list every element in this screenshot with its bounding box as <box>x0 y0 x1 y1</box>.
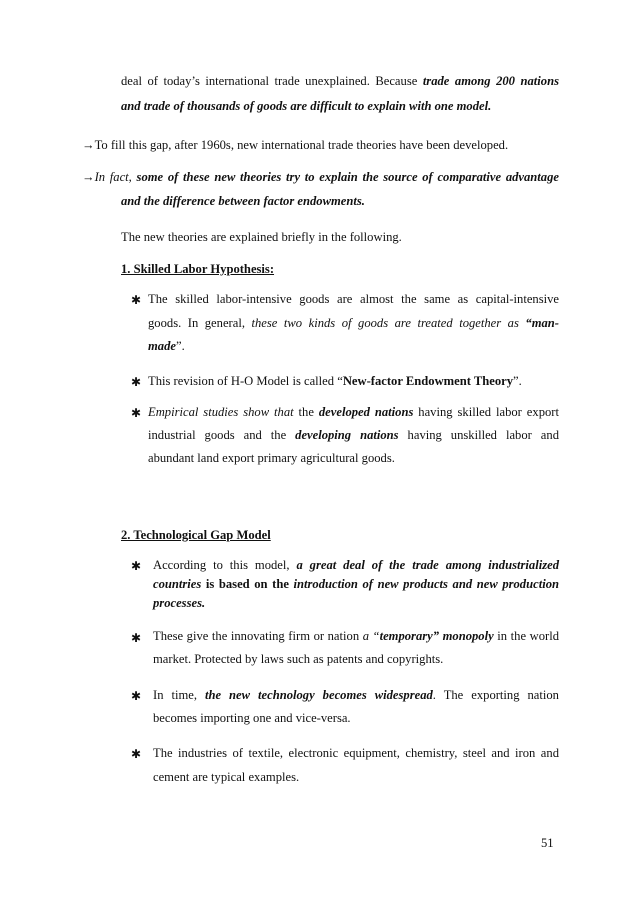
bullet-star-icon: ✱ <box>131 375 142 389</box>
paragraph-line <box>148 428 559 443</box>
emphasis-text: introduction of new products and new production <box>293 577 559 591</box>
emphasis-text: developing nations <box>295 428 399 442</box>
text-span: deal of today’s international trade unexplained. Because <box>121 74 423 88</box>
text-span: To fill this gap, after 1960s, new international trade theories have been developed. <box>94 138 509 152</box>
emphasis-text: a “ <box>362 629 380 643</box>
paragraph-line <box>121 194 365 209</box>
bullet-star-icon: ✱ <box>131 747 142 761</box>
emphasis-text: is based on the <box>201 577 294 591</box>
paragraph-line <box>121 230 402 245</box>
paragraph-line <box>148 339 185 354</box>
text-span: market. Protected by laws such as patents and copyrights. <box>153 652 444 666</box>
text-span: cement are typical examples. <box>153 770 300 784</box>
paragraph-line <box>153 746 559 761</box>
text-span: having unskilled labor and <box>398 428 559 442</box>
emphasis-text: these two kinds of goods are treated together as <box>251 316 526 330</box>
section-heading: 2. Technological Gap Model <box>121 528 271 542</box>
text-span: becomes importing one and vice-versa. <box>153 711 351 725</box>
emphasis-text: “man- <box>525 316 559 330</box>
text-span: ”. <box>175 339 185 353</box>
emphasis-text: the new technology becomes widespread <box>204 688 433 702</box>
emphasis-text: trade among 200 nations <box>422 74 559 88</box>
paragraph-line <box>148 292 559 307</box>
emphasis-text: and the difference between factor endowments. <box>121 194 365 208</box>
page-number: 51 <box>541 836 554 850</box>
emphasis-text: and trade of thousands of goods are difficult to explain with one model. <box>121 99 492 113</box>
emphasis-text: countries <box>153 577 202 591</box>
paragraph-line <box>148 316 559 331</box>
bullet-star-icon: ✱ <box>131 293 142 307</box>
text-span: in the world <box>493 629 559 643</box>
paragraph-line <box>153 596 205 611</box>
emphasis-text: some of these new theories try to explain the source of comparative advantage <box>136 170 559 184</box>
paragraph-line <box>148 374 522 389</box>
text-span: The new theories are explained briefly in the following. <box>121 230 402 244</box>
paragraph-line <box>148 451 395 466</box>
paragraph-line <box>82 170 559 185</box>
text-span: the <box>293 405 319 419</box>
text-span: These give the innovating firm or nation <box>153 629 363 643</box>
bullet-star-icon: ✱ <box>131 559 142 573</box>
text-span: industrial goods and the <box>148 428 296 442</box>
paragraph-line <box>153 652 443 667</box>
emphasis-text: developed nations <box>318 405 414 419</box>
text-span: In time, <box>153 688 205 702</box>
emphasis-text: temporary” monopoly <box>379 629 494 643</box>
paragraph-line <box>153 711 351 726</box>
emphasis-text: a great deal of the trade among industrialized <box>296 558 559 572</box>
text-span: ”. <box>513 374 522 388</box>
emphasis-text: New-factor Endowment Theory <box>342 374 514 388</box>
text-span: The industries of textile, electronic equipment, chemistry, steel and iron and <box>153 746 559 760</box>
paragraph-line <box>153 629 559 644</box>
emphasis-text: In fact, <box>94 170 137 184</box>
paragraph-line <box>121 99 491 114</box>
bullet-star-icon: ✱ <box>131 689 142 703</box>
emphasis-text: Empirical studies show that <box>148 405 294 419</box>
arrow-icon: → <box>82 138 95 152</box>
paragraph-line <box>148 405 559 420</box>
text-span: According to this model, <box>153 558 297 572</box>
text-span: . The exporting nation <box>432 688 559 702</box>
text-span: This revision of H-O Model is called “ <box>148 374 343 388</box>
arrow-icon: → <box>82 170 95 184</box>
emphasis-text: made <box>148 339 176 353</box>
text-span: abundant land export primary agricultural goods. <box>148 451 395 465</box>
paragraph-line <box>153 577 559 592</box>
bullet-star-icon: ✱ <box>131 631 142 645</box>
text-span: having skilled labor export <box>413 405 559 419</box>
paragraph-line <box>153 770 299 785</box>
paragraph-line <box>82 138 508 153</box>
bullet-star-icon: ✱ <box>131 406 142 420</box>
paragraph-line <box>153 558 559 573</box>
emphasis-text: processes. <box>153 596 206 610</box>
text-span: goods. In general, <box>148 316 252 330</box>
paragraph-line <box>121 74 559 89</box>
text-span: The skilled labor-intensive goods are almost the same as capital-intensive <box>148 292 559 306</box>
paragraph-line <box>153 688 559 703</box>
section-heading: 1. Skilled Labor Hypothesis: <box>121 262 275 276</box>
